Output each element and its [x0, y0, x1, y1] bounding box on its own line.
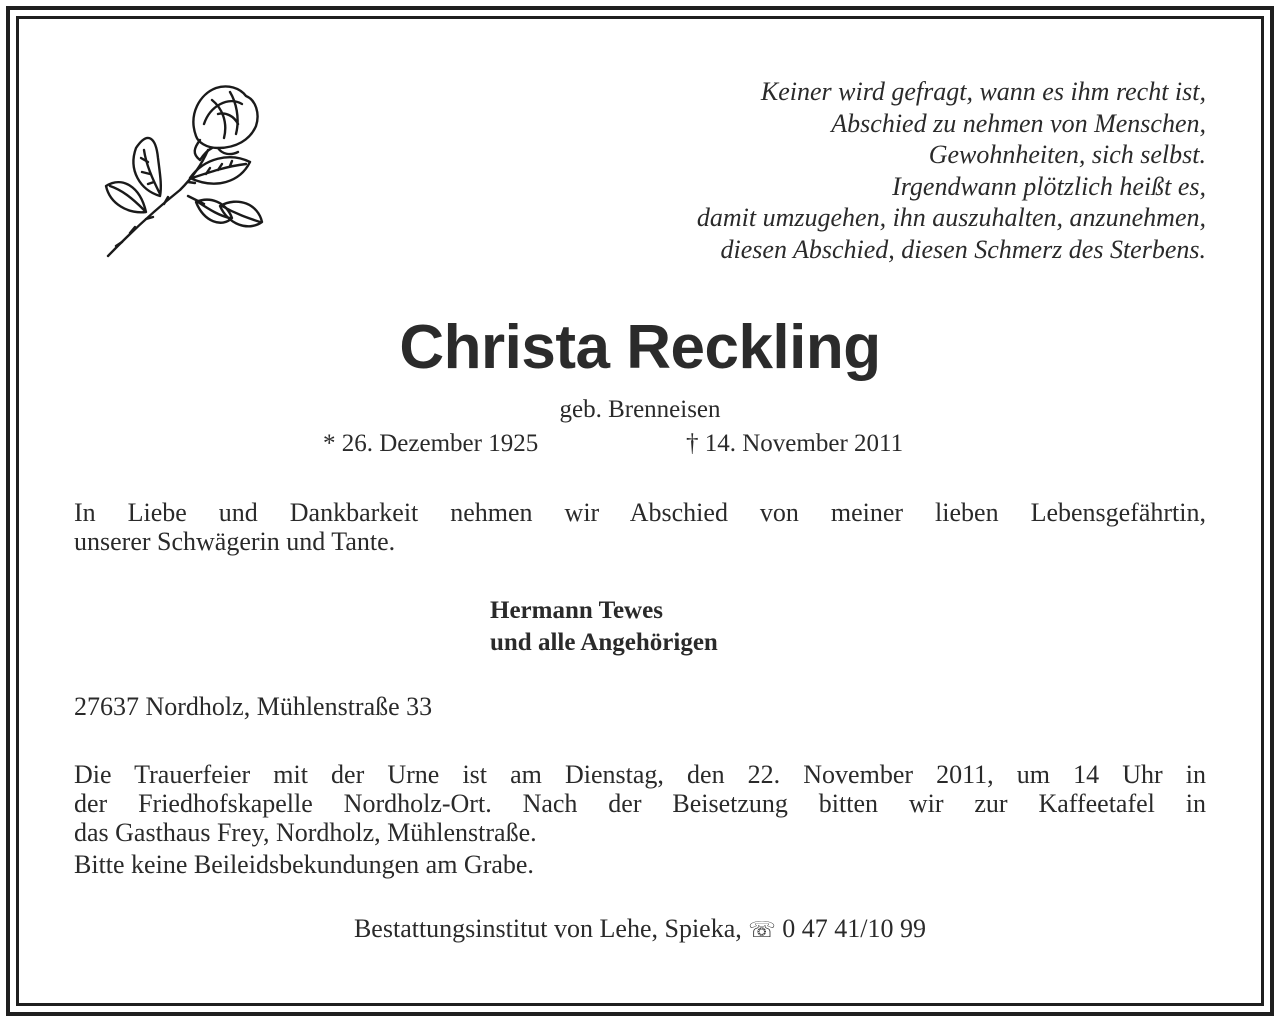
birth-date: * 26. Dezember 1925 [323, 430, 539, 457]
poem-line: Keiner wird gefragt, wann es ihm recht ist, [760, 77, 1206, 106]
rose-icon [100, 78, 265, 263]
intro-text [74, 498, 1206, 556]
intro-line: unserer Schwägerin und Tante. [74, 527, 396, 556]
poem-line: damit umzugehen, ihn auszuhalten, anzunehmen, [696, 203, 1206, 232]
poem [506, 76, 1206, 265]
birth-name: geb. Brenneisen [559, 396, 721, 423]
undertaker-line [0, 914, 1280, 944]
no-condolences-note [74, 850, 1206, 879]
mourner-line: Hermann Tewes [490, 597, 663, 624]
undertaker-phone: 0 47 41/10 99 [782, 914, 927, 943]
poem-line: Gewohnheiten, sich selbst. [928, 140, 1206, 169]
service-info [74, 760, 1206, 847]
no-condolences-line: Bitte keine Beileidsbekundungen am Grabe. [74, 850, 534, 879]
death-date: † 14. November 2011 [686, 430, 904, 457]
undertaker-name: Bestattungsinstitut von Lehe, Spieka, [353, 914, 742, 943]
poem-line: diesen Abschied, diesen Schmerz des Sterbens. [720, 234, 1206, 264]
poem-line: Irgendwann plötzlich heißt es, [892, 171, 1206, 201]
address [74, 692, 1206, 721]
service-line: Die Trauerfeier mit der Urne ist am Dienstag, den 22. November 2011, um 14 Uhr in [74, 760, 1206, 789]
deceased-name: Christa Reckling [399, 313, 881, 382]
mourner-line: und alle Angehörigen [490, 629, 718, 656]
address-line: 27637 Nordholz, Mühlenstraße 33 [74, 692, 433, 721]
service-line: das Gasthaus Frey, Nordholz, Mühlenstraße. [74, 818, 537, 847]
mourners [490, 595, 718, 659]
poem-line: Abschied zu nehmen von Menschen, [831, 108, 1206, 138]
intro-line: In Liebe und Dankbarkeit nehmen wir Abschied von meiner lieben Lebensgefährtin, [74, 498, 1206, 527]
service-line: der Friedhofskapelle Nordholz-Ort. Nach der Beisetzung bitten wir zur Kaffeetafel in [74, 789, 1206, 818]
telephone-icon: ☏ [748, 918, 776, 943]
